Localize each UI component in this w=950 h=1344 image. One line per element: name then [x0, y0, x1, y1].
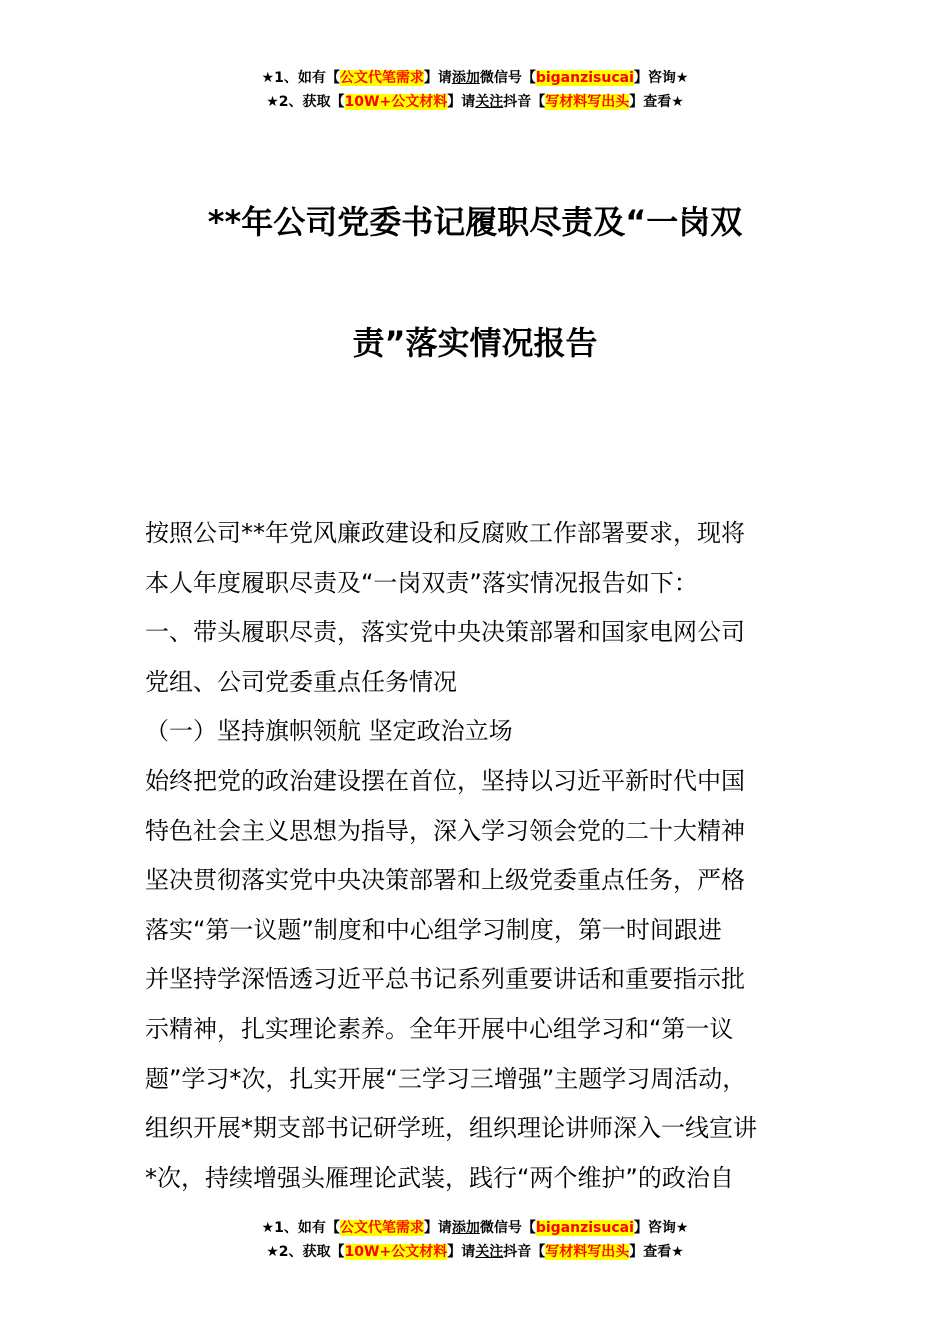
banner-line-2	[0, 90, 950, 114]
highlight-text: 写材料写出头	[545, 94, 630, 110]
subsection-heading: （一）坚持旗帜领航 坚定政治立场	[145, 717, 513, 746]
banner-text: 】查看	[629, 94, 672, 110]
body-line: 按照公司**年党风廉政建设和反腐败工作部署要求，现将	[145, 519, 745, 547]
footer-banner	[0, 1216, 950, 1264]
highlight-text: biganzisucai	[535, 1220, 634, 1236]
body-line: 题”学习*次，扎实开展“三学习三增强”主题学习周活动，	[145, 1064, 747, 1093]
banner-text: 抖音【	[503, 94, 546, 110]
body-line: 示精神，扎实理论素养。全年开展中心组学习和“第一议	[145, 1014, 734, 1043]
body-line: 特色社会主义思想为指导，深入学习领会党的二十大精神	[145, 816, 745, 845]
highlight-text: 公文代笔需求	[339, 1220, 424, 1236]
highlight-text: 10W+公文材料	[344, 94, 448, 110]
document-title-line-2: 责”落实情况报告	[352, 324, 598, 362]
highlight-text: biganzisucai	[535, 70, 634, 86]
body-line: 坚决贯彻落实党中央决策部署和上级党委重点任务，严格	[145, 866, 745, 895]
star-icon: ★	[675, 70, 689, 86]
body-line: 始终把党的政治建设摆在首位，坚持以习近平新时代中国	[145, 766, 745, 795]
underlined-text: 关注	[475, 1244, 504, 1260]
document-body	[145, 509, 825, 1203]
banner-text: 1、如有【	[274, 70, 340, 86]
banner-text: 微信号【	[479, 70, 536, 86]
star-icon: ★	[671, 94, 684, 110]
highlight-text: 写材料写出头	[545, 1244, 630, 1260]
banner-line-2	[0, 1240, 950, 1264]
body-line: 本人年度履职尽责及“一岗双责”落实情况报告如下：	[145, 568, 698, 597]
underlined-text: 添加	[451, 1220, 480, 1236]
highlight-text: 公文代笔需求	[339, 70, 424, 86]
banner-text: 1、如有【	[274, 1220, 340, 1236]
banner-line-1	[0, 66, 950, 90]
document-title-line-1: **年公司党委书记履职尽责及“一岗双	[207, 203, 743, 241]
banner-text: 】请	[447, 1244, 476, 1260]
banner-text: 】咨询	[633, 1220, 676, 1236]
banner-text: 】咨询	[633, 70, 676, 86]
underlined-text: 关注	[475, 94, 504, 110]
star-icon: ★	[261, 1220, 275, 1236]
star-icon: ★	[675, 1220, 689, 1236]
body-line: 落实“第一议题”制度和中心组学习制度，第一时间跟进	[145, 915, 722, 944]
banner-text: 抖音【	[503, 1244, 546, 1260]
body-line: 组织开展*期支部书记研学班，组织理论讲师深入一线宣讲	[145, 1114, 757, 1143]
banner-text: 】请	[423, 1220, 452, 1236]
section-heading: 党组、公司党委重点任务情况	[145, 667, 457, 696]
banner-line-1	[0, 1216, 950, 1240]
section-heading: 一、带头履职尽责，落实党中央决策部署和国家电网公司	[145, 618, 745, 647]
banner-text: 】查看	[629, 1244, 672, 1260]
banner-text: 】请	[447, 94, 476, 110]
highlight-text: 10W+公文材料	[344, 1244, 448, 1260]
banner-text: 2、获取【	[278, 1244, 345, 1260]
body-line: *次，持续增强头雁理论武装，践行“两个维护”的政治自	[145, 1163, 734, 1192]
body-line: 并坚持学深悟透习近平总书记系列重要讲话和重要指示批	[145, 965, 745, 994]
star-icon: ★	[266, 94, 279, 110]
banner-text: 2、获取【	[278, 94, 345, 110]
star-icon: ★	[671, 1244, 684, 1260]
banner-text: 】请	[423, 70, 452, 86]
star-icon: ★	[261, 70, 275, 86]
banner-text: 微信号【	[479, 1220, 536, 1236]
header-banner	[0, 66, 950, 114]
underlined-text: 添加	[451, 70, 480, 86]
star-icon: ★	[266, 1244, 279, 1260]
